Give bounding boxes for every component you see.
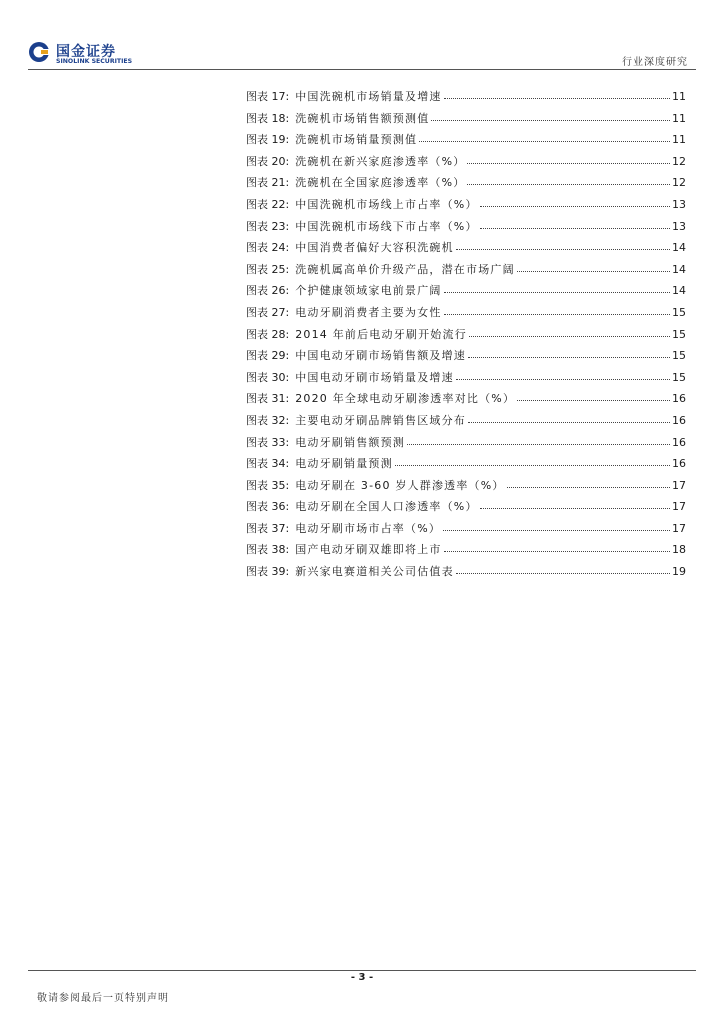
- toc-entry-label: 图表 25:: [246, 262, 290, 276]
- toc-dot-leader: [431, 109, 670, 121]
- toc-dot-leader: [517, 389, 670, 401]
- toc-entry-label: 图表 27:: [246, 305, 290, 319]
- toc-entry-page: 16: [672, 435, 686, 449]
- toc-entry-label: 图表 20:: [246, 154, 290, 168]
- toc-entry[interactable]: [246, 369, 686, 391]
- toc-dot-leader: [419, 130, 670, 142]
- toc-dot-leader: [467, 152, 670, 164]
- toc-dot-leader: [469, 325, 670, 337]
- toc-entry-label: 图表 33:: [246, 435, 290, 449]
- toc-entry-label: 图表 34:: [246, 457, 290, 471]
- toc-entry-page: 15: [672, 370, 686, 384]
- toc-entry-page: 12: [672, 176, 686, 190]
- toc-entry-page: 15: [672, 327, 686, 341]
- toc-entry-label: 图表 30:: [246, 370, 290, 384]
- toc-entry-title: 中国洗碗机市场线上市占率（%）: [295, 197, 478, 211]
- toc-dot-leader: [444, 87, 670, 99]
- toc-dot-leader: [395, 454, 670, 466]
- toc-dot-leader: [456, 562, 670, 574]
- toc-entry-title: 洗碗机市场销量预测值: [295, 133, 418, 147]
- toc-entry[interactable]: [246, 455, 686, 477]
- toc-entry[interactable]: [246, 563, 686, 585]
- toc-dot-leader: [468, 346, 670, 358]
- toc-entry-title: 个护健康领域家电前景广阔: [295, 284, 442, 298]
- toc-entry-title: 新兴家电赛道相关公司估值表: [295, 565, 454, 579]
- toc-entry[interactable]: [246, 541, 686, 563]
- toc-entry-page: 14: [672, 262, 686, 276]
- toc-entry-page: 13: [672, 197, 686, 211]
- toc-entry-title: 洗碗机属高单价升级产品，潜在市场广阔: [295, 262, 515, 276]
- toc-entry-title: 洗碗机市场销售额预测值: [295, 111, 430, 125]
- toc-entry[interactable]: [246, 477, 686, 499]
- toc-entry-label: 图表 19:: [246, 133, 290, 147]
- toc-entry[interactable]: [246, 239, 686, 261]
- toc-entry-label: 图表 26:: [246, 284, 290, 298]
- toc-entry-page: 16: [672, 392, 686, 406]
- toc-dot-leader: [407, 433, 670, 445]
- toc-entry-title: 电动牙刷销量预测: [295, 457, 393, 471]
- toc-entry-label: 图表 36:: [246, 500, 290, 514]
- toc-entry-title: 主要电动牙刷品牌销售区域分布: [295, 413, 467, 427]
- toc-entry-title: 中国电动牙刷市场销售额及增速: [295, 349, 467, 363]
- toc-entry-label: 图表 24:: [246, 241, 290, 255]
- toc-dot-leader: [443, 519, 670, 531]
- toc-entry-label: 图表 23:: [246, 219, 290, 233]
- toc-entry-label: 图表 22:: [246, 197, 290, 211]
- toc-dot-leader: [480, 217, 670, 229]
- toc-entry-page: 18: [672, 543, 686, 557]
- toc-entry[interactable]: [246, 88, 686, 110]
- toc-dot-leader: [444, 303, 670, 315]
- toc-entry-label: 图表 38:: [246, 543, 290, 557]
- logo-text-cn: 国金证券: [56, 44, 116, 60]
- toc-entry-title: 国产电动牙刷双雄即将上市: [295, 543, 442, 557]
- toc-entry[interactable]: [246, 282, 686, 304]
- toc-entry-title: 电动牙刷市场市占率（%）: [295, 521, 442, 535]
- toc-entry-title: 2020 年全球电动牙刷渗透率对比（%）: [295, 392, 516, 406]
- toc-entry-label: 图表 28:: [246, 327, 290, 341]
- toc-entry[interactable]: [246, 174, 686, 196]
- toc-entry-title: 2014 年前后电动牙刷开始流行: [295, 327, 467, 341]
- toc-entry-page: 15: [672, 349, 686, 363]
- toc-entry[interactable]: [246, 261, 686, 283]
- toc-entry[interactable]: [246, 498, 686, 520]
- toc-entry-page: 14: [672, 284, 686, 298]
- toc-dot-leader: [480, 195, 670, 207]
- toc-entry-label: 图表 37:: [246, 521, 290, 535]
- toc-entry-label: 图表 32:: [246, 413, 290, 427]
- disclaimer-text: 敬请参阅最后一页特别声明: [37, 993, 169, 1004]
- toc-entry[interactable]: [246, 304, 686, 326]
- toc-entry-page: 16: [672, 413, 686, 427]
- toc-entry[interactable]: [246, 390, 686, 412]
- toc-dot-leader: [456, 238, 670, 250]
- toc-entry-page: 17: [672, 500, 686, 514]
- toc-entry-label: 图表 17:: [246, 90, 290, 103]
- page-number: - 3 -: [350, 972, 374, 983]
- toc-entry-title: 电动牙刷销售额预测: [295, 435, 406, 449]
- company-logo: [28, 40, 138, 68]
- toc-entry-title: 电动牙刷消费者主要为女性: [295, 305, 442, 319]
- toc-entry[interactable]: [246, 520, 686, 542]
- toc-entry-page: 14: [672, 241, 686, 255]
- toc-entry-page: 17: [672, 521, 686, 535]
- sinolink-logo-icon: [28, 40, 52, 64]
- toc-entry[interactable]: [246, 434, 686, 456]
- header-divider: [28, 69, 696, 70]
- toc-entry-title: 中国消费者偏好大容积洗碗机: [295, 241, 454, 255]
- toc-entry[interactable]: [246, 326, 686, 348]
- toc-entry-page: 17: [672, 478, 686, 492]
- toc-entry-label: 图表 29:: [246, 349, 290, 363]
- toc-entry-label: 图表 21:: [246, 176, 290, 190]
- toc-entry-page: 12: [672, 154, 686, 168]
- toc-dot-leader: [467, 173, 670, 185]
- toc-entry-page: 19: [672, 565, 686, 579]
- table-of-figures: [246, 88, 686, 585]
- toc-dot-leader: [444, 540, 670, 552]
- toc-entry-title: 电动牙刷在 3-60 岁人群渗透率（%）: [295, 478, 505, 492]
- toc-entry-page: 11: [672, 133, 686, 147]
- page-header: [0, 0, 724, 72]
- toc-dot-leader: [456, 368, 670, 380]
- toc-entry[interactable]: [246, 412, 686, 434]
- toc-entry-title: 电动牙刷在全国人口渗透率（%）: [295, 500, 478, 514]
- toc-entry[interactable]: [246, 110, 686, 132]
- toc-entry[interactable]: [246, 347, 686, 369]
- toc-entry-page: 11: [672, 90, 686, 103]
- toc-dot-leader: [444, 281, 670, 293]
- toc-dot-leader: [468, 411, 670, 423]
- toc-entry-title: 中国洗碗机市场线下市占率（%）: [295, 219, 478, 233]
- toc-entry-page: 15: [672, 305, 686, 319]
- report-type: 行业深度研究: [622, 57, 688, 68]
- toc-entry-title: 中国电动牙刷市场销量及增速: [295, 370, 454, 384]
- toc-entry-label: 图表 39:: [246, 565, 290, 579]
- toc-entry[interactable]: [246, 131, 686, 153]
- toc-entry-title: 洗碗机在新兴家庭渗透率（%）: [295, 154, 466, 168]
- toc-entry-label: 图表 18:: [246, 111, 290, 125]
- footer-divider: [28, 970, 696, 971]
- toc-entry-title: 中国洗碗机市场销量及增速: [295, 90, 442, 103]
- toc-entry-title: 洗碗机在全国家庭渗透率（%）: [295, 176, 466, 190]
- toc-entry[interactable]: [246, 196, 686, 218]
- toc-entry-page: 13: [672, 219, 686, 233]
- toc-dot-leader: [507, 476, 670, 488]
- toc-entry-label: 图表 35:: [246, 478, 290, 492]
- toc-entry[interactable]: [246, 153, 686, 175]
- toc-entry-label: 图表 31:: [246, 392, 290, 406]
- toc-entry-page: 16: [672, 457, 686, 471]
- toc-entry-page: 11: [672, 111, 686, 125]
- toc-dot-leader: [517, 260, 670, 272]
- toc-entry[interactable]: [246, 218, 686, 240]
- toc-dot-leader: [480, 497, 670, 509]
- logo-text-en: SINOLINK SECURITIES: [56, 58, 133, 65]
